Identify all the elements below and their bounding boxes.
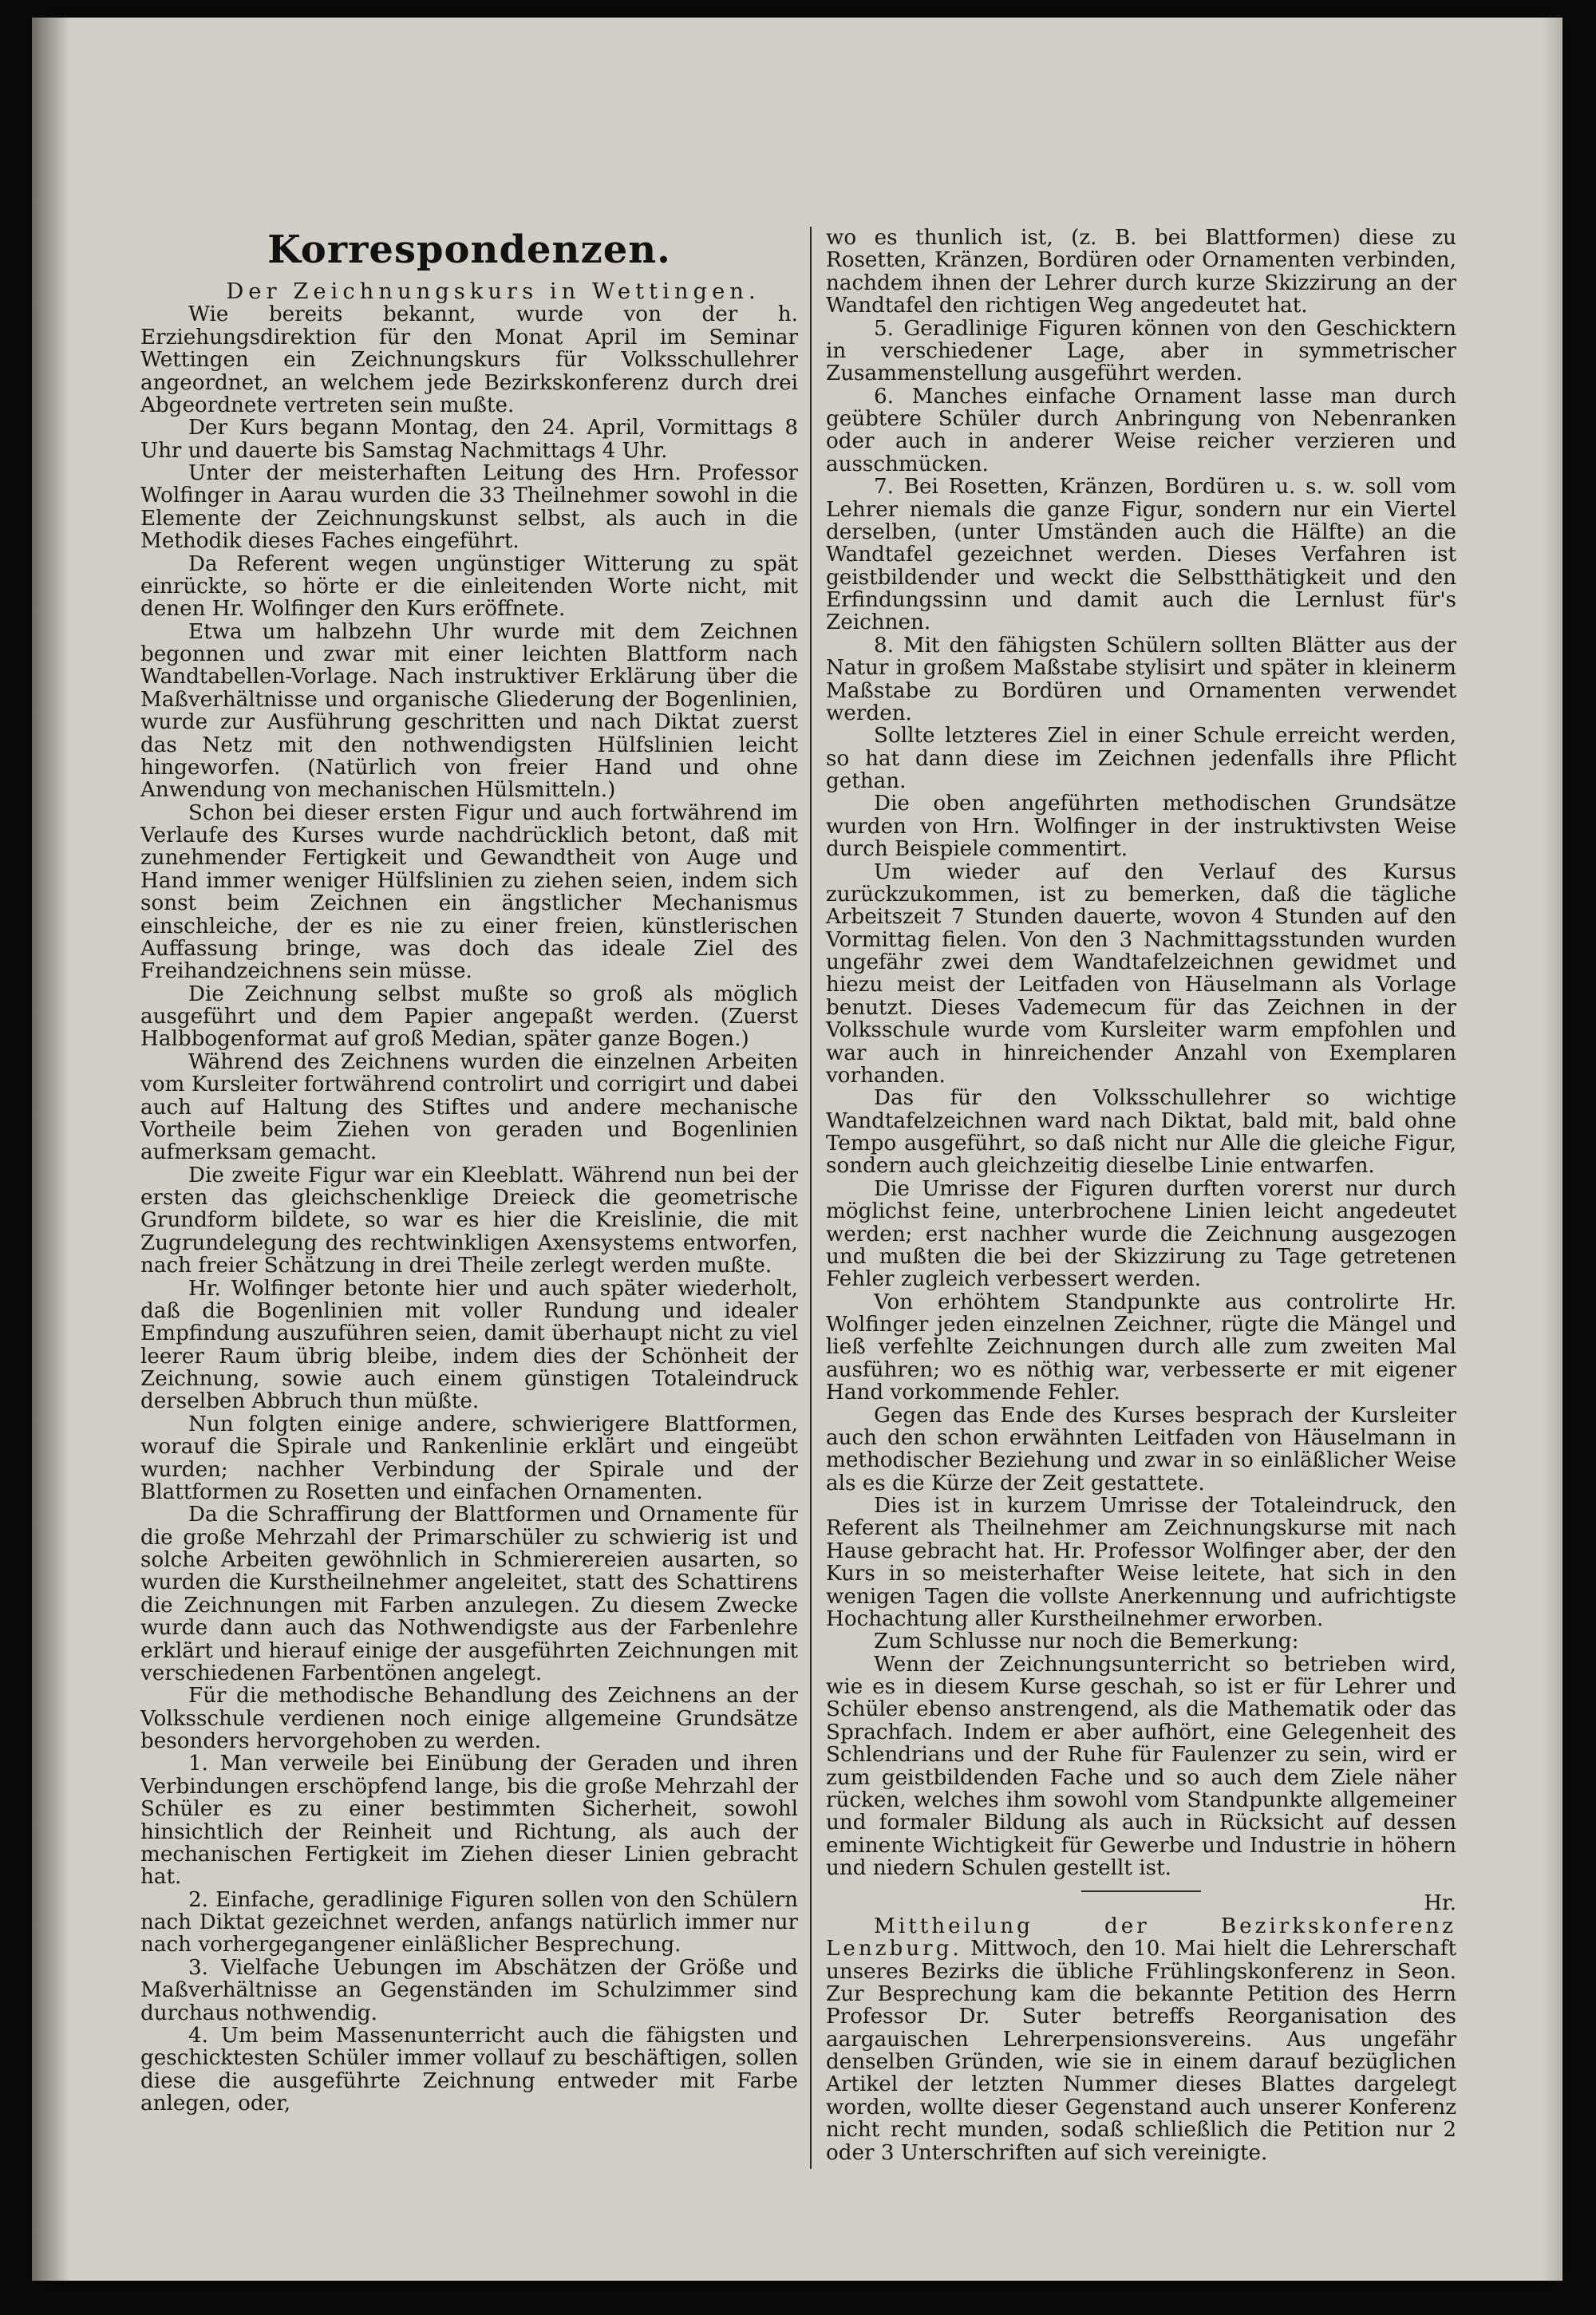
paragraph: Während des Zeichnens wurden die einzelnen Arbeiten vom Kursleiter fortwährend controlirt und corrigirt und dabei auch auf Haltung des Stiftes und andere mechanische Vortheile beim Ziehen von geraden und Bogenlinien aufmerksam gemacht. (140, 1049, 798, 1165)
list-item: 7. Bei Rosetten, Kränzen, Bordüren u. s. w. soll vom Lehrer niemals die ganze Figur, sondern nur ein Viertel derselben, (unter Umständen auch die Hälfte) an die Wandtafel gezeichnet werden. Dieses Verfahren ist geistbildender und weckt die Selbstthätigkeit und den Erfindungssinn und damit auch die Lernlust für's Zeichnen. (826, 475, 1456, 635)
paragraph: Zum Schlusse nur noch die Bemerkung: (874, 1630, 1299, 1654)
paragraph: Für die methodische Behandlung des Zeichnens an der Volksschule verdienen noch einige allgemeine Grundsätze besonders hervorgehoben zu werden. (140, 1684, 798, 1753)
paragraph: Wenn der Zeichnungsunterricht so betrieben wird, wie es in diesem Kurse geschah, so ist er für Lehrer und Schüler ebenso anstrengend, als die Mathematik oder das Sprachfach. Indem er aber aufhört, eine Gelegenheit des Schlendrians und der Ruhe für Faulenzer zu sein, wird er zum geistbildenden Fache und so auch dem Ziele näher rücken, welches ihm sowohl vom Standpunkte allgemeiner und formaler Bildung als auch in Rücksicht auf dessen eminente Wichtigkeit für Gewerbe und Industrie in höhern und niedern Schulen gestellt ist. (826, 1652, 1456, 1880)
paragraph: Der Kurs begann Montag, den 24. April, Vormittags 8 Uhr und dauerte bis Samstag Nachmittags 4 Uhr. (140, 416, 798, 463)
paragraph: Schon bei dieser ersten Figur und auch fortwährend im Verlaufe des Kurses wurde nachdrücklich betont, daß mit zunehmender Fertigkeit und Gewandtheit von Auge und Hand immer weniger Hülfslinien zu ziehen seien, indem sich sonst beim Zeichnen ein ängstlicher Mechanismus einschleiche, der es nie zu einer freien, künstlerischen Auffassung bringe, was doch das ideale Ziel des Freihandzeichnens sein müsse. (140, 800, 798, 984)
paragraph: Sollte letzteres Ziel in einer Schule erreicht werden, so hat dann diese im Zeichnen jedenfalls ihre Pflicht gethan. (826, 724, 1456, 793)
list-item: 3. Vielfache Uebungen im Abschätzen der Größe und Maßverhältnisse an Gegenständen im Schulzimmer sind durchaus nothwendig. (140, 1955, 798, 2025)
paragraph: Die zweite Figur war ein Kleeblatt. Während nun bei der ersten das gleichschenklige Dreieck die geometrische Grundform bildete, so war es hier die Kreislinie, die mit Zugrundelegung des rechtwinkligen Axensystems entworfen, nach freier Schätzung in drei Theile zerlegt werden mußte. (140, 1163, 798, 1278)
paragraph: Das für den Volksschullehrer so wichtige Wandtafelzeichnen ward nach Diktat, bald mit, bald ohne Tempo ausgeführt, so daß nicht nur Alle die gleiche Figur, sondern auch gleichzeitig dieselbe Linie entwarfen. (826, 1086, 1456, 1179)
paragraph: Dies ist in kurzem Umrisse der Totaleindruck, den Referent als Theilnehmer am Zeichnungskurse mit nach Hause gebracht hat. Hr. Professor Wolfinger aber, der den Kurs in so meisterhafter Weise leitete, hat sich in den wenigen Tagen die vollste Anerkennung und aufrichtigste Hochachtung aller Kurstheilnehmer erworben. (826, 1494, 1456, 1631)
paragraph: Etwa um halbzehn Uhr wurde mit dem Zeichnen begonnen und zwar mit einer leichten Blattform nach Wandtabellen-Vorlage. Nach instruktiver Erklärung über die Maßverhältnisse und organische Gliederung der Bogenlinien, wurde zur Ausführung geschritten und nach Diktat zuerst das Netz mit den nothwendigsten Hülfslinien leicht hingeworfen. (Natürlich von freier Hand und ohne Anwendung von mechanischen Hülsmitteln.) (140, 619, 798, 803)
list-item: 5. Geradlinige Figuren können von den Geschicktern in verschiedener Lage, aber in symmetrischer Zusammenstellung ausgeführt werden. (826, 316, 1456, 386)
paragraph: Die oben angeführten methodischen Grundsätze wurden von Hrn. Wolfinger in der instruktivsten Weise durch Beispiele commentirt. (826, 792, 1456, 862)
paragraph: Die Umrisse der Figuren durften vorerst nur durch möglichst feine, unterbrochene Linien leicht angedeutet werden; erst nachher wurde die Zeichnung ausgezogen und mußten die bei der Skizzirung zu Tage getretenen Fehler zugleich verbessert werden. (826, 1176, 1456, 1292)
paragraph: Von erhöhtem Standpunkte aus controlirte Hr. Wolfinger jeden einzelnen Zeichner, rügte die Mängel und ließ verfehlte Zeichnungen durch alle zum zweiten Mal ausführen; wo es nöthig war, verbesserte er mit eigener Hand vorkommende Fehler. (826, 1290, 1456, 1405)
article-2 (826, 1915, 1456, 2164)
author-signature: Hr. (1424, 1891, 1456, 1916)
paragraph: Gegen das Ende des Kurses besprach der Kursleiter auch den schon erwähnten Leitfaden von Häuselmann in methodischer Beziehung und zwar in so einläßlicher Weise als es die Kürze der Zeit gestattete. (826, 1403, 1456, 1495)
list-item: 2. Einfache, geradlinige Figuren sollen von den Schülern nach Diktat gezeichnet werden, anfangs natürlich immer nur nach vorhergegangener einläßlicher Besprechung. (140, 1887, 798, 1957)
article-title: Der Zeichnungskurs in Wettingen. (226, 279, 760, 304)
page-edge-shadow (1542, 18, 1562, 2281)
paragraph-continued: wo es thunlich ist, (z. B. bei Blattformen) diese zu Rosetten, Kränzen, Bordüren oder Ornamenten verbinden, nachdem ihnen der Lehrer durch kurze Skizzirung an der Wandtafel den richtigen Weg angedeutet hat. (826, 226, 1456, 318)
paragraph: Da die Schraffirung der Blattformen und Ornamente für die große Mehrzahl der Primarschüler zu schwierig ist und solche Arbeiten gewöhnlich in Schmierereien ausarten, so wurden die Kurstheilnehmer angeleitet, statt des Schattirens die Zeichnungen mit Farben anzulegen. Zu diesem Zwecke wurde dann auch das Nothwendigste aus der Farbenlehre erklärt und hierauf einige der ausgeführten Zeichnungen mit verschiedenen Farbentönen angelegt. (140, 1503, 798, 1685)
paragraph: Um wieder auf den Verlauf des Kursus zurückzukommen, ist zu bemerken, daß die tägliche Arbeitszeit 7 Stunden dauerte, wovon 4 Stunden auf den Vormittag fielen. Von den 3 Nachmittagsstunden wurden ungefähr zwei dem Wandtafelzeichnen gewidmet und hiezu meist der Leitfaden von Häuselmann als Vorlage benutzt. Dieses Vademecum für das Zeichnen in der Volksschule wurde vom Kursleiter warm empfohlen und war auch in hinreichender Anzahl von Exemplaren vorhanden. (826, 859, 1456, 1088)
column-divider (810, 227, 812, 2169)
list-item: 6. Manches einfache Ornament lasse man durch geübtere Schüler durch Anbringung von Nebenranken oder auch in anderer Weise reicher verzieren und ausschmücken. (826, 384, 1456, 476)
paragraph: Wie bereits bekannt, wurde von der h. Erziehungsdirektion für den Monat April im Seminar Wettingen ein Zeichnungskurs für Volksschullehrer angeordnet, an welchem jede Bezirkskonferenz durch drei Abgeordnete vertreten sein mußte. (140, 302, 798, 417)
page-binding-shadow (32, 18, 70, 2281)
list-item: 8. Mit den fähigsten Schülern sollten Blätter aus der Natur in großem Maßstabe stylisirt und später in kleinerm Maßstabe zu Bordüren und Ornamenten verwendet werden. (826, 633, 1456, 725)
right-column (826, 227, 1456, 2164)
left-column (140, 227, 798, 2115)
paragraph: Hr. Wolfinger betonte hier und auch später wiederholt, daß die Bogenlinien mit voller Rundung und idealer Empfindung auszuführen seien, damit überhaupt nicht zu viel leerer Raum übrig bleibe, indem dies der Schönheit der Zeichnung, sowie auch einem günstigen Totaleindruck derselben Abbruch thun müßte. (140, 1276, 798, 1414)
list-item: 4. Um beim Massenunterricht auch die fähigsten und geschicktesten Schüler immer vollauf zu beschäftigen, sollen diese die ausgeführte Zeichnung entweder mit Farbe anlegen, oder, (140, 2023, 798, 2115)
article-2-text: Mittwoch, den 10. Mai hielt die Lehrerschaft unseres Bezirks die übliche Frühlingskonferenz in Seon. Zur Besprechung kam die bekannte Petition des Herrn Professor Dr. Suter betreffs Reorganisation des aargauischen Lehrerpensionsvereins. Aus ungefähr denselben Gründen, wie sie in einem darauf bezüglichen Artikel der letzten Nummer dieses Blattes dargelegt worden, wollte dieser Gegenstand auch unserer Konferenz nicht recht munden, sodaß schließlich die Petition nur 2 oder 3 Unterschriften auf sich vereinigte. (826, 1937, 1456, 2165)
paragraph: Unter der meisterhaften Leitung des Hrn. Professor Wolfinger in Aarau wurden die 33 Theilnehmer sowohl in die Elemente der Zeichnungskunst selbst, als auch in die Methodik dieses Faches eingeführt. (140, 461, 798, 554)
paragraph: Nun folgten einige andere, schwierigere Blattformen, worauf die Spirale und Rankenlinie erklärt und eingeübt wurden; nachher Verbindung der Spirale und der Blattformen zu Rosetten und einfachen Ornamenten. (140, 1412, 798, 1504)
section-title: Korrespondenzen. (267, 227, 671, 272)
article-2-title: Mittheilung der Bezirkskonferenz Lenzburg. (826, 1914, 1456, 1961)
newspaper-page (32, 18, 1562, 2281)
paragraph: Die Zeichnung selbst mußte so groß als möglich ausgeführt und dem Papier angepaßt werden. (Zuerst Halbbogenformat auf groß Median, später ganze Bogen.) (140, 982, 798, 1052)
list-item: 1. Man verweile bei Einübung der Geraden und ihren Verbindungen erschöpfend lange, bis die große Mehrzahl der Schüler es zu einer bestimmten Sicherheit, sowohl hinsichtlich der Reinheit und Richtung, als auch der mechanischen Fertigkeit im Ziehen dieser Linien gebracht hat. (140, 1752, 798, 1890)
paragraph: Da Referent wegen ungünstiger Witterung zu spät einrückte, so hörte er die einleitenden Worte nicht, mit denen Hr. Wolfinger den Kurs eröffnete. (140, 551, 798, 622)
